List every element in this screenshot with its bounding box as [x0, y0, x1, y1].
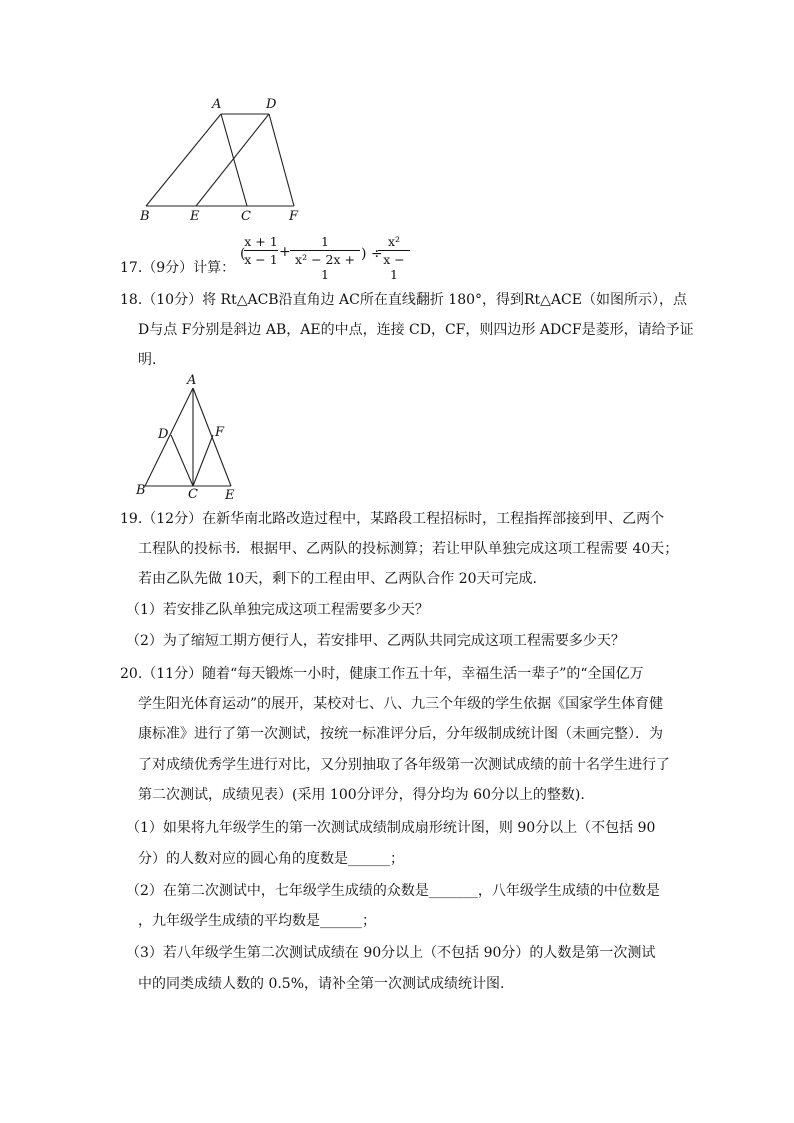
q20-sub-3b: 中的同类成绩人数的 0.5%，请补全第一次测试成绩统计图.	[138, 976, 505, 992]
q20-line-4: 了对成绩优秀学生进行对比，又分别抽取了各年级第一次测试成绩的前十名学生进行了	[138, 757, 670, 773]
q19-line-1: 19.（12分）在新华南北路改造过程中，某路段工程招标时，工程指挥部接到甲、乙两个	[120, 511, 665, 527]
q17-close-div: ) ÷	[361, 246, 383, 262]
q17-frac3-den: x − 1	[383, 252, 405, 282]
label-E: E	[225, 488, 235, 503]
q20-line-5: 第二次测试，成绩见表）(采用 100分评分，得分均为 60分以上的整数).	[138, 787, 585, 803]
q17-fraction-1	[244, 234, 278, 267]
q19-line-2: 工程队的投标书．根据甲、乙两队的投标测算；若让甲队单独完成这项工程需要 40天；	[138, 541, 679, 557]
fraction-bar	[244, 250, 278, 251]
q20-sub-2b: ，九年级学生成绩的平均数是______；	[138, 913, 376, 929]
q17-frac1-num: x + 1	[244, 234, 278, 249]
label-C: C	[188, 487, 198, 502]
q17-frac2-num: 1	[321, 234, 329, 249]
q19-sub-1: （1）若安排乙队单独完成这项工程需要多少天？	[126, 602, 429, 618]
fraction-bar	[378, 250, 410, 251]
q17-open-paren: (	[240, 246, 246, 262]
figure-triangle	[132, 372, 248, 504]
label-A: A	[187, 373, 197, 388]
fraction-bar	[290, 250, 360, 251]
q20-line-2: 学生阳光体育运动”的展开，某校对七、八、九三个年级的学生依据《国家学生体育健	[138, 696, 664, 712]
q17-frac1-den: x − 1	[244, 252, 278, 267]
q20-sub-2a: （2）在第二次测试中，七年级学生成绩的众数是_______，八年级学生成绩的中位数是	[126, 883, 660, 899]
q17-plus: +	[279, 244, 291, 260]
q19-sub-2: （2）为了缩短工期方便行人，若安排甲、乙两队共同完成这项工程需要多少天？	[126, 633, 625, 649]
q20-line-3: 康标准》进行了第一次测试，按统一标准评分后，分年级制成统计图（未画完整）．为	[138, 726, 663, 742]
label-F: F	[215, 425, 225, 440]
label-C: C	[241, 209, 251, 224]
label-B: B	[136, 483, 146, 498]
q19-line-3: 若由乙队先做 10天，剩下的工程由甲、乙两队合作 20天可完成.	[138, 571, 537, 587]
q20-sub-3a: （3）若八年级学生第二次测试成绩在 90分以上（不包括 90分）的人数是第一次测试	[126, 945, 656, 961]
q17-frac2-den: x² − 2x + 1	[295, 252, 355, 282]
q17-prefix: 17.（9分）计算：	[120, 260, 236, 276]
label-F: F	[289, 209, 299, 224]
q20-sub-1b: 分）的人数对应的圆心角的度数是______；	[138, 851, 404, 867]
q17-fraction-3	[378, 234, 410, 282]
label-D: D	[158, 427, 169, 442]
label-A: A	[212, 97, 222, 112]
q17-fraction-2	[290, 234, 360, 282]
q17-frac3-num: x²	[387, 234, 401, 249]
q20-line-1: 20.（11分）随着“每天锻炼一小时，健康工作五十年，幸福生活一辈子”的“全国亿万	[120, 666, 644, 682]
label-D: D	[266, 97, 277, 112]
q20-sub-1a: （1）如果将九年级学生的第一次测试成绩制成扇形统计图，则 90分以上（不包括 90	[126, 820, 656, 836]
label-E: E	[190, 209, 200, 224]
figure-trapezoid	[136, 94, 316, 228]
q18-line-2: D与点 F分别是斜边 AB，AE的中点，连接 CD，CF，则四边形 ADCF是菱形，请给予证	[138, 322, 694, 338]
q18-line-1: 18.（10分）将 Rt△ACB沿直角边 AC所在直线翻折 180°，得到Rt△ACE（如图所示），点	[120, 292, 687, 308]
label-B: B	[140, 209, 150, 224]
q18-line-3: 明.	[138, 352, 157, 368]
